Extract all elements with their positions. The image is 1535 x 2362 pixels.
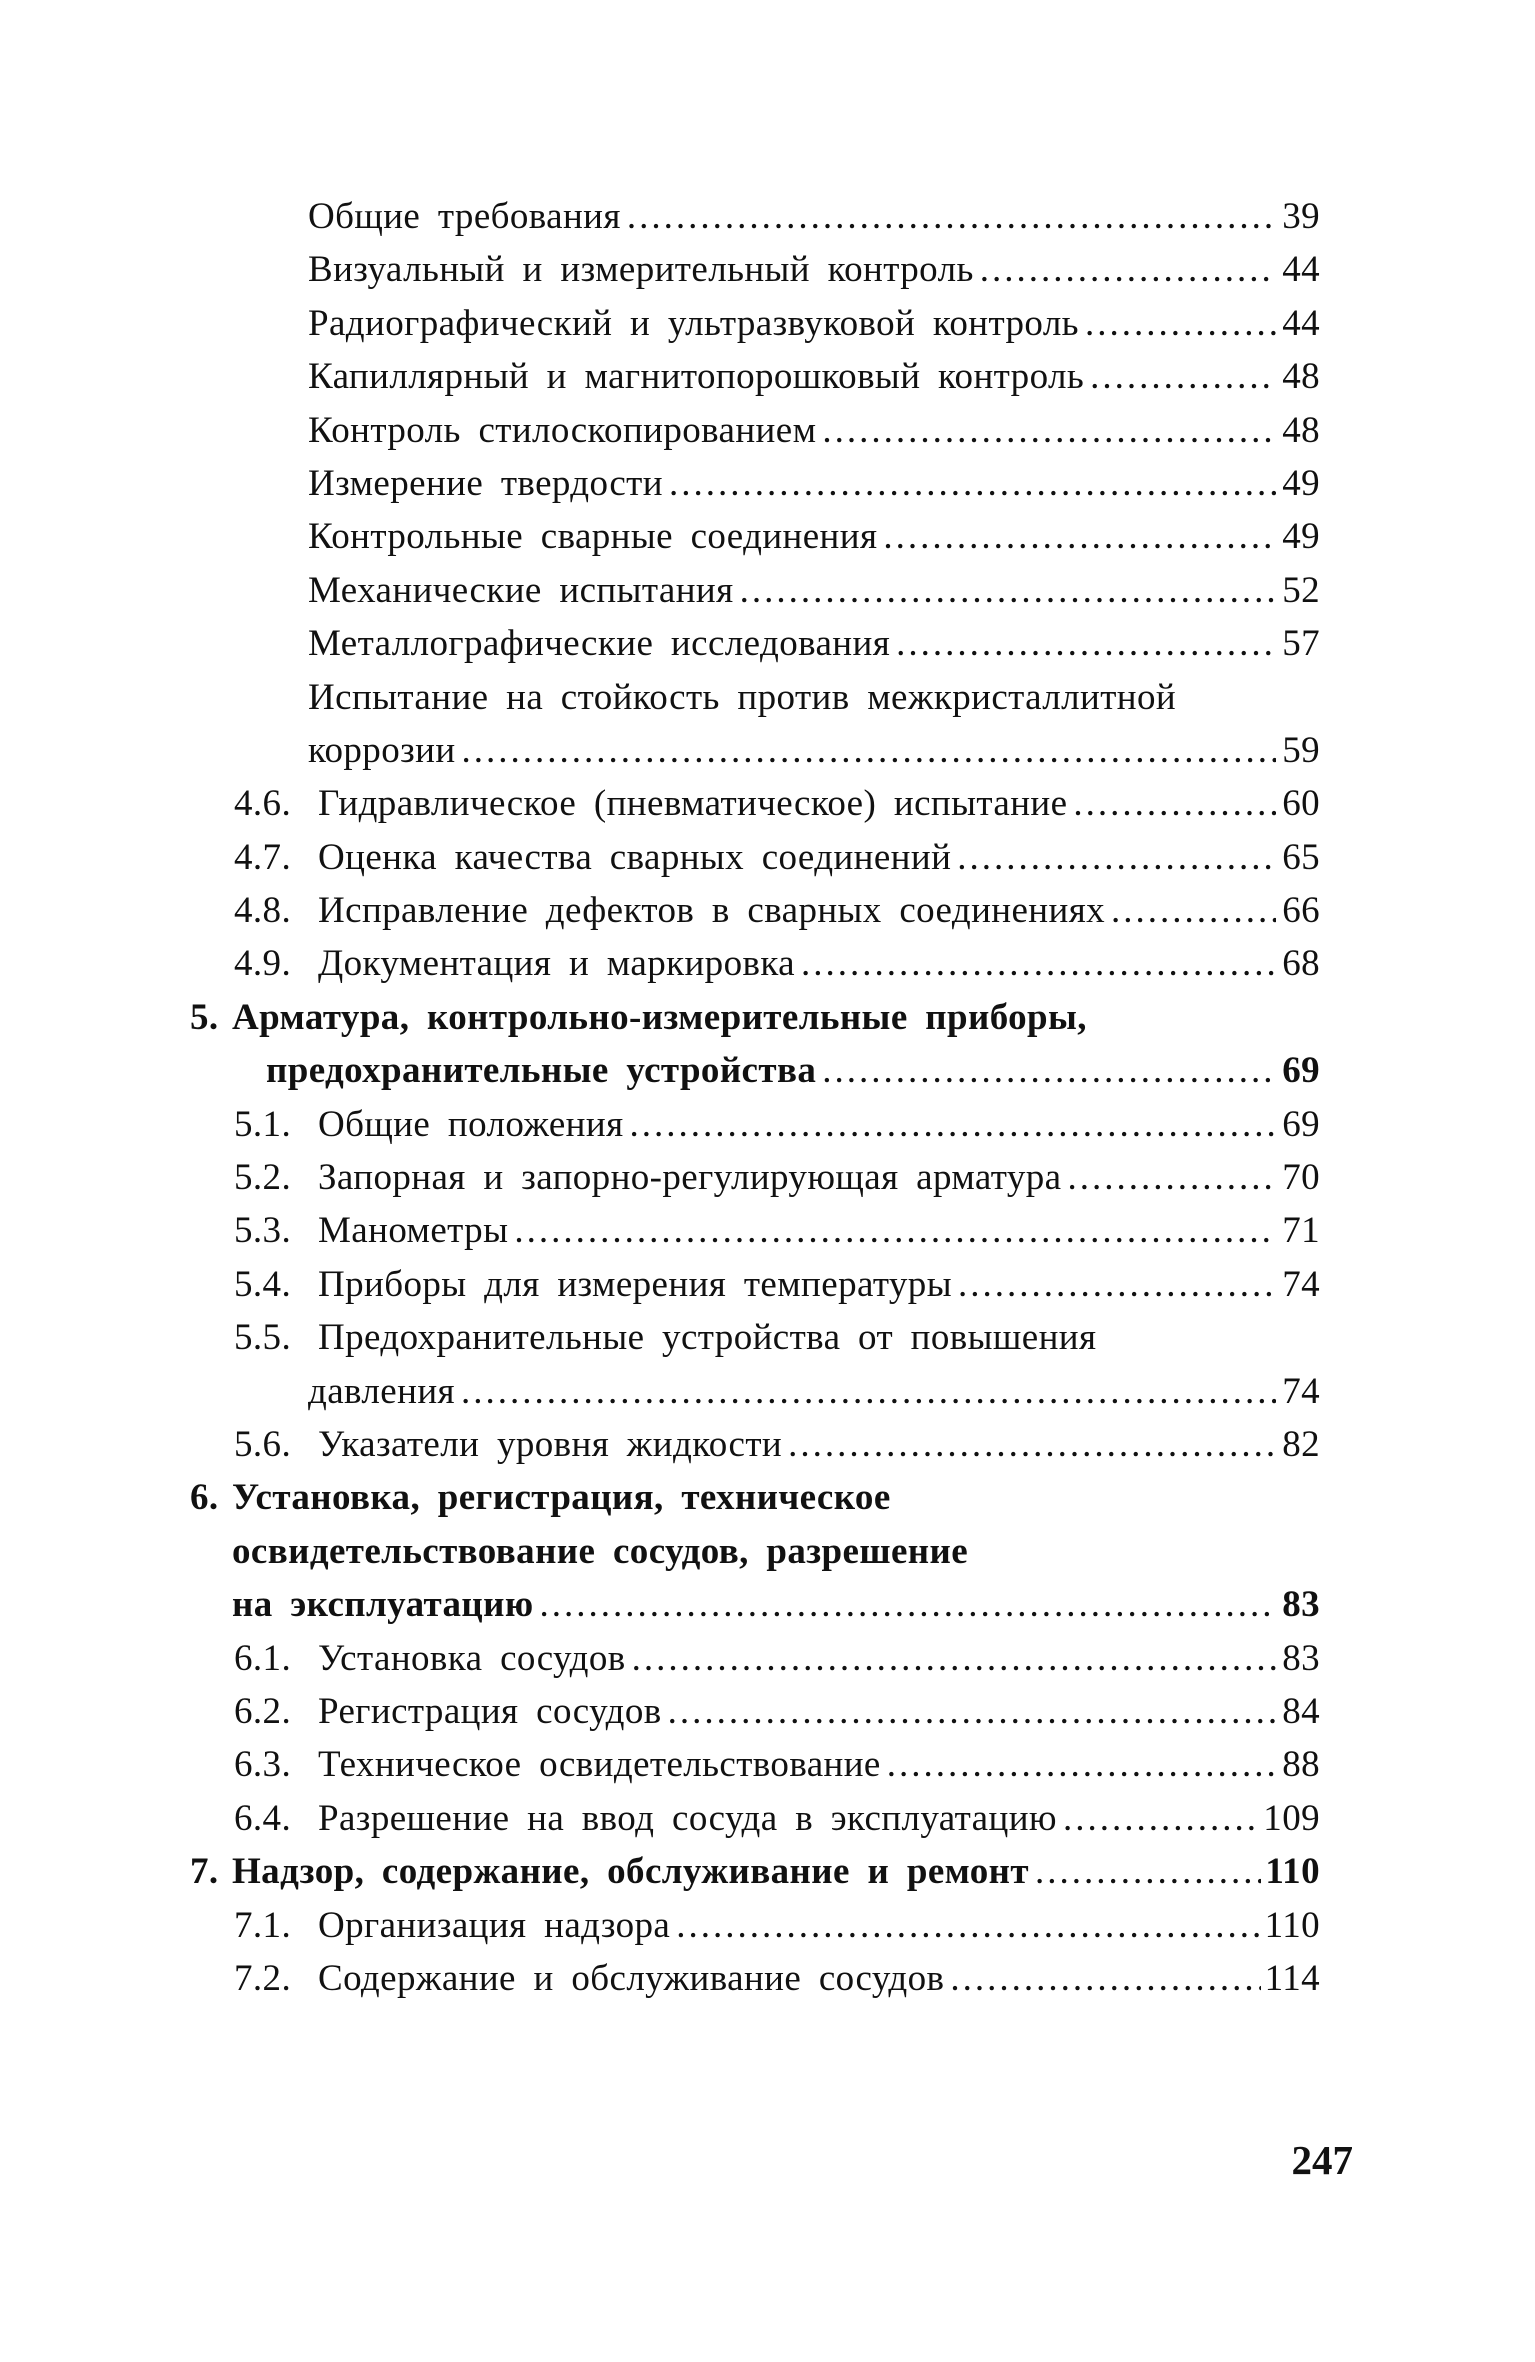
toc-entry-title: Механические испытания — [308, 569, 734, 611]
toc-entry — [190, 564, 1320, 617]
toc-entry-number: 7. — [190, 1851, 219, 1893]
toc-entry-page: 70 — [1282, 1157, 1320, 1199]
toc-entry-number: 5.4. — [234, 1263, 292, 1305]
toc-entry-number: 6.3. — [234, 1744, 292, 1786]
toc-entry-line — [232, 1578, 1320, 1631]
toc-entry-title: Контрольные сварные соединения — [308, 516, 878, 558]
toc-leader-dots — [627, 190, 1276, 243]
toc-entry-line — [318, 1311, 1096, 1364]
toc-entry-line — [318, 777, 1320, 830]
toc-leader-dots — [822, 404, 1276, 457]
toc-entry-number: 5.3. — [234, 1210, 292, 1252]
toc-entry — [190, 1365, 1320, 1418]
toc-entry — [190, 1471, 1320, 1524]
toc-entry-page: 48 — [1282, 356, 1320, 398]
toc-entry-title: Испытание на стойкость против межкристаллитной — [308, 676, 1177, 718]
toc-entry-number: 6.2. — [234, 1690, 292, 1732]
toc-entry-title: Установка, регистрация, техническое — [232, 1477, 891, 1519]
toc-entry-line — [318, 831, 1320, 884]
toc-entry-line — [318, 1738, 1320, 1791]
toc-entry — [190, 1204, 1320, 1257]
toc-entry-title: на эксплуатацию — [232, 1584, 534, 1626]
toc-entry-number: 5.2. — [234, 1157, 292, 1199]
toc-leader-dots — [883, 510, 1276, 563]
toc-entry-number: 7.1. — [234, 1904, 292, 1946]
toc-entry-line — [308, 350, 1320, 403]
toc-entry — [190, 1525, 1320, 1578]
toc-entry-page: 68 — [1282, 943, 1320, 985]
toc-entry-number: 4.8. — [234, 890, 292, 932]
toc-entry-line — [318, 1899, 1320, 1952]
toc-leader-dots — [462, 724, 1276, 777]
toc-entry-page: 74 — [1282, 1370, 1320, 1412]
toc-entry-line — [318, 1418, 1320, 1471]
toc-entry-page: 69 — [1282, 1103, 1320, 1145]
toc-entry-line — [318, 1204, 1320, 1257]
toc-entry-title: Документация и маркировка — [318, 943, 795, 985]
toc-leader-dots — [540, 1578, 1276, 1631]
toc-entry-number: 5. — [190, 996, 219, 1038]
toc-entry — [190, 1418, 1320, 1471]
toc-leader-dots — [1067, 1151, 1276, 1204]
toc-entry-title: Организация надзора — [318, 1904, 671, 1946]
toc-leader-dots — [1085, 297, 1276, 350]
toc-leader-dots — [676, 1899, 1260, 1952]
toc-leader-dots — [801, 937, 1276, 990]
toc-entry — [190, 297, 1320, 350]
toc-entry-page: 114 — [1264, 1957, 1320, 1999]
toc-entry-line — [308, 510, 1320, 563]
toc-leader-dots — [980, 243, 1276, 296]
toc-entry-title: Исправление дефектов в сварных соединениях — [318, 890, 1106, 932]
toc-entry-page: 74 — [1282, 1263, 1320, 1305]
toc-entry-line — [308, 457, 1320, 510]
toc-entry-line — [308, 564, 1320, 617]
toc-entry-page: 65 — [1282, 836, 1320, 878]
toc-entry-title: Разрешение на ввод сосуда в эксплуатацию — [318, 1797, 1057, 1839]
toc-entry-title: предохранительные устройства — [266, 1050, 817, 1092]
toc-leader-dots — [461, 1365, 1276, 1418]
toc-entry-page: 57 — [1282, 623, 1320, 665]
toc-entry-title: Металлографические исследования — [308, 623, 891, 665]
toc-entry-number: 5.6. — [234, 1423, 292, 1465]
toc-entry-line — [318, 1151, 1320, 1204]
toc-entry-line — [318, 1792, 1320, 1845]
toc-entry-line — [308, 724, 1320, 777]
toc-entry-title: Контроль стилоскопированием — [308, 409, 817, 451]
toc-entry-number: 6. — [190, 1477, 219, 1519]
toc-entry-page: 48 — [1282, 409, 1320, 451]
toc-entry-title: Надзор, содержание, обслуживание и ремонт — [232, 1851, 1029, 1893]
toc-entry — [190, 404, 1320, 457]
toc-entry-title: Капиллярный и магнитопорошковый контроль — [308, 356, 1085, 398]
toc-entry — [190, 884, 1320, 937]
toc-entry-title: Общие положения — [318, 1103, 624, 1145]
toc-entry-title: Манометры — [318, 1210, 509, 1252]
toc-entry-page: 49 — [1282, 462, 1320, 504]
toc-entry — [190, 1845, 1320, 1898]
toc-entry-page: 66 — [1282, 890, 1320, 932]
toc-entry-page: 44 — [1282, 302, 1320, 344]
toc-entry-number: 4.7. — [234, 836, 292, 878]
toc-entry — [190, 1311, 1320, 1364]
toc-entry-page: 82 — [1282, 1423, 1320, 1465]
toc-entry-line — [308, 297, 1320, 350]
toc-entry — [190, 510, 1320, 563]
toc-entry-title: Арматура, контрольно-измерительные приборы, — [232, 996, 1087, 1038]
toc-entry-line — [318, 884, 1320, 937]
toc-leader-dots — [958, 1258, 1276, 1311]
toc-entry-page: 83 — [1282, 1584, 1320, 1626]
toc-entry-line — [318, 937, 1320, 990]
toc-entry — [190, 617, 1320, 670]
toc-leader-dots — [1063, 1792, 1259, 1845]
toc-entry-number: 6.4. — [234, 1797, 292, 1839]
page-number: 247 — [1291, 2137, 1353, 2183]
toc-entry — [190, 1899, 1320, 1952]
toc-entry — [190, 1151, 1320, 1204]
toc-leader-dots — [629, 1098, 1276, 1151]
toc-entry-line — [308, 617, 1320, 670]
toc-entry — [190, 1258, 1320, 1311]
toc-leader-dots — [1035, 1845, 1261, 1898]
toc-entry-page: 83 — [1282, 1637, 1320, 1679]
toc-leader-dots — [788, 1418, 1276, 1471]
toc-leader-dots — [632, 1632, 1276, 1685]
toc-leader-dots — [950, 1952, 1260, 2005]
toc-entry — [190, 1578, 1320, 1631]
toc-entry-page: 84 — [1282, 1690, 1320, 1732]
toc-entry — [190, 350, 1320, 403]
toc-entry-title: Гидравлическое (пневматическое) испытание — [318, 783, 1068, 825]
toc-entry-title: Регистрация сосудов — [318, 1690, 662, 1732]
toc-entry-title: Установка сосудов — [318, 1637, 626, 1679]
toc-leader-dots — [887, 1738, 1276, 1791]
toc-entry — [190, 1952, 1320, 2005]
toc-entry-number: 4.6. — [234, 783, 292, 825]
toc-entry-title: давления — [308, 1370, 455, 1412]
toc-entry — [190, 777, 1320, 830]
toc-entry-page: 88 — [1282, 1744, 1320, 1786]
toc-entry-title: Указатели уровня жидкости — [318, 1423, 783, 1465]
toc-entry-title: Запорная и запорно-регулирующая арматура — [318, 1157, 1062, 1199]
toc-entry — [190, 1098, 1320, 1151]
toc-entry-title: Приборы для измерения температуры — [318, 1263, 952, 1305]
toc-entry-page: 71 — [1282, 1210, 1320, 1252]
toc-entry-page: 44 — [1282, 249, 1320, 291]
toc-entry-title: Общие требования — [308, 196, 621, 237]
toc-entry-line — [232, 1845, 1320, 1898]
toc-entry — [190, 457, 1320, 510]
toc-entry-title: Предохранительные устройства от повышения — [318, 1317, 1097, 1359]
toc-entry-title: Оценка качества сварных соединений — [318, 836, 952, 878]
toc-entry — [190, 1685, 1320, 1738]
toc-leader-dots — [1111, 884, 1276, 937]
toc-entry-line — [308, 404, 1320, 457]
toc-entry-number: 7.2. — [234, 1957, 292, 1999]
toc-entry — [190, 724, 1320, 777]
toc-entry-title: Измерение твердости — [308, 462, 663, 504]
toc-entry-line — [308, 671, 1176, 724]
toc-leader-dots — [740, 564, 1276, 617]
toc-entry — [190, 1792, 1320, 1845]
toc-leader-dots — [1073, 777, 1276, 830]
toc-entry-line — [318, 1258, 1320, 1311]
toc-entry-title: Содержание и обслуживание сосудов — [318, 1957, 945, 1999]
toc-leader-dots — [957, 831, 1276, 884]
toc-leader-dots — [669, 457, 1276, 510]
toc-leader-dots — [514, 1204, 1276, 1257]
table-of-contents — [190, 190, 1320, 2005]
toc-entry-page: 49 — [1282, 516, 1320, 558]
toc-entry-title: Техническое освидетельствование — [318, 1744, 881, 1786]
toc-entry — [190, 243, 1320, 296]
toc-entry-line — [266, 1044, 1320, 1097]
toc-entry — [190, 1738, 1320, 1791]
toc-entry-title: Радиографический и ультразвуковой контроль — [308, 302, 1079, 344]
toc-entry — [190, 1632, 1320, 1685]
toc-entry-line — [318, 1098, 1320, 1151]
toc-entry — [190, 937, 1320, 990]
toc-leader-dots — [822, 1044, 1276, 1097]
toc-entry-line — [308, 190, 1320, 243]
toc-entry-number: 4.9. — [234, 943, 292, 985]
toc-entry — [190, 991, 1320, 1044]
toc-entry-page: 69 — [1282, 1050, 1320, 1092]
toc-leader-dots — [896, 617, 1276, 670]
toc-entry-line — [318, 1952, 1320, 2005]
toc-entry-line — [318, 1632, 1320, 1685]
toc-leader-dots — [1090, 350, 1276, 403]
toc-entry-number: 5.1. — [234, 1103, 292, 1145]
toc-entry-line — [232, 1525, 968, 1578]
toc-entry-page: 59 — [1282, 729, 1320, 771]
toc-entry-line — [232, 991, 1087, 1044]
toc-entry-title: Визуальный и измерительный контроль — [308, 249, 974, 291]
toc-entry-page: 109 — [1263, 1797, 1320, 1839]
toc-entry — [190, 1044, 1320, 1097]
toc-entry-number: 5.5. — [234, 1317, 292, 1359]
toc-entry-line — [308, 243, 1320, 296]
toc-entry-page: 39 — [1282, 196, 1320, 237]
toc-entry-line — [232, 1471, 891, 1524]
toc-entry-line — [308, 1365, 1320, 1418]
toc-entry-page: 60 — [1282, 783, 1320, 825]
toc-entry-line — [318, 1685, 1320, 1738]
toc-entry-page: 52 — [1282, 569, 1320, 611]
toc-entry-page: 110 — [1265, 1851, 1320, 1893]
toc-entry — [190, 671, 1320, 724]
toc-entry-title: коррозии — [308, 729, 456, 771]
toc-entry-page: 110 — [1264, 1904, 1320, 1946]
toc-leader-dots — [668, 1685, 1276, 1738]
toc-entry-number: 6.1. — [234, 1637, 292, 1679]
toc-entry-title: освидетельствование сосудов, разрешение — [232, 1530, 969, 1572]
toc-entry — [190, 831, 1320, 884]
toc-entry — [190, 190, 1320, 243]
